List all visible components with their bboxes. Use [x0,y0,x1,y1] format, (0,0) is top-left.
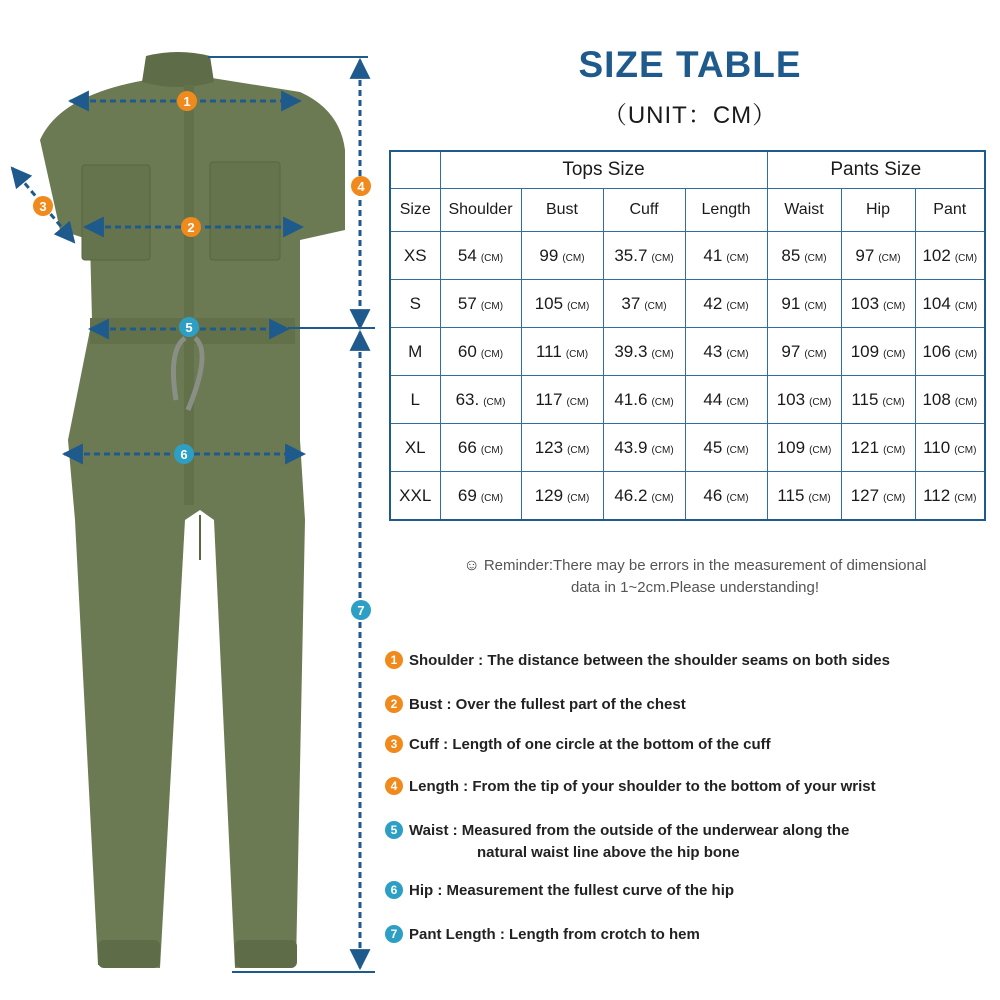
measurement-cell [915,424,985,472]
measurement-cell [440,232,521,280]
cell-value: 91 [781,293,801,313]
cell-value: 110 [923,437,951,457]
cell-value: 127 [850,485,880,505]
number-badge: 7 [385,925,403,943]
measurement-cell [841,472,915,521]
measurement-cell [603,328,685,376]
cell-value: 45 [703,437,723,457]
table-row [390,280,985,328]
unit-label: (CM) [651,492,674,504]
cell-value: S [409,293,421,313]
cell-value: L [410,389,420,409]
cell-value: 63. [455,389,480,409]
cell-value: M [408,341,423,361]
measurement-cell [767,280,841,328]
unit-label: (CM) [651,252,674,264]
cell-value: 54 [457,245,477,265]
unit-label: (CM) [804,348,827,360]
measurement-cell [603,424,685,472]
measurement-cell [841,280,915,328]
unit-label: (CM) [883,348,906,360]
measurement-cell [767,376,841,424]
unit-label: (CM) [726,300,749,312]
unit-label: (CM) [954,492,977,504]
cell-value: 41 [703,245,723,265]
measurement-cell [767,232,841,280]
page-subtitle: （UNIT：CM） [602,102,778,129]
unit-label: (CM) [480,444,504,456]
measurement-cell [915,472,985,521]
measurement-cell [603,232,685,280]
legend-text-continued: natural waist line above the hip bone [477,844,740,861]
unit-label: (CM) [883,444,906,456]
measurement-cell [915,232,985,280]
column-header-bust: Bust [521,189,603,232]
unit-label: (CM) [651,396,674,408]
column-header-shoulder: Shoulder [440,189,521,232]
svg-text:3: 3 [39,199,47,214]
legend-text: Hip : Measurement the fullest curve of the hip [409,882,735,899]
unit-label: (CM) [883,300,906,312]
cell-value: 43 [703,341,723,361]
legend-text: Length : From the tip of your shoulder to the bottom of your wrist [409,778,876,795]
measurement-cell [685,424,767,472]
measurement-cell [440,328,521,376]
measurement-cell [841,232,915,280]
unit-label: (CM) [954,396,978,408]
svg-text:7: 7 [357,603,365,618]
cell-value: 129 [534,485,564,505]
unit-label: (CM) [804,300,827,312]
number-badge: 6 [385,881,403,899]
unit-label: (CM) [883,492,906,504]
legend-text: Shoulder : The distance between the shoulder seams on both sides [409,652,890,669]
cell-value: 108 [922,389,951,409]
unit-label: (CM) [651,348,674,360]
size-label-cell [390,472,440,521]
column-header-size: Size [390,189,440,232]
unit-label: (CM) [809,396,832,408]
number-badge: 3 [385,735,403,753]
measurement-cell [603,280,685,328]
page-title: SIZE TABLE [578,44,802,85]
table-group-header-row [390,151,985,189]
table-header-row [390,189,985,232]
measurement-cell [841,424,915,472]
cell-value: 85 [781,245,801,265]
svg-text:2: 2 [187,220,195,235]
cell-value: 69 [457,485,477,505]
cell-value: 57 [457,293,477,313]
measurement-cell [603,376,685,424]
svg-text:4: 4 [357,179,365,194]
cell-value: XS [403,245,427,265]
cell-value: XL [404,437,426,457]
unit-label: (CM) [567,300,590,312]
legend-item-1 [385,650,890,672]
number-badge: 4 [385,777,403,795]
measurement-cell [841,376,915,424]
size-label-cell [390,376,440,424]
legend-item-2 [385,694,686,716]
cell-value: 115 [851,389,879,409]
unit-label: (CM) [954,444,977,456]
cell-value: 103 [850,293,880,313]
marker-2 [181,217,201,237]
marker-1 [177,91,197,111]
cell-value: 41.6 [614,389,648,409]
measurement-cell [767,424,841,472]
column-header-cuff: Cuff [603,189,685,232]
unit-label: (CM) [644,300,667,312]
marker-4 [351,176,371,196]
size-label-cell [390,232,440,280]
cell-value: 43.9 [614,437,648,457]
cell-value: 97 [855,245,875,265]
cell-value: 103 [776,389,806,409]
measurement-cell [603,472,685,521]
unit-label: (CM) [726,396,749,408]
measurement-cell [440,376,521,424]
cell-value: 42 [703,293,723,313]
measurement-cell [767,472,841,521]
measurement-cell [521,280,603,328]
unit-label: (CM) [809,444,832,456]
svg-text:1: 1 [183,94,191,109]
measurement-cell [521,472,603,521]
measurement-cell [685,472,767,521]
legend-text: Cuff : Length of one circle at the bottom of the cuff [409,736,771,753]
pants-size-header: Pants Size [767,151,985,189]
number-badge: 2 [385,695,403,713]
unit-label: (CM) [954,300,978,312]
unit-label: (CM) [566,396,589,408]
cell-value: 35.7 [614,245,648,265]
measurement-cell [685,328,767,376]
unit-label: (CM) [878,252,901,264]
marker-6 [174,444,194,464]
unit-label: (CM) [483,396,506,408]
table-row [390,232,985,280]
size-label-cell [390,328,440,376]
table-body [390,232,985,521]
cell-value: 109 [850,341,880,361]
unit-label: (CM) [480,252,504,264]
cell-value: 109 [776,437,806,457]
legend-item-6 [385,880,734,902]
reminder-note [400,555,990,599]
cell-value: 37 [621,293,641,313]
cell-value: 66 [457,437,477,457]
measurement-cell [440,472,521,521]
column-header-pant: Pant [915,189,985,232]
cell-value: 44 [703,389,723,409]
column-header-length: Length [685,189,767,232]
number-badge: 5 [385,821,403,839]
measurement-cell [685,280,767,328]
cell-value: 39.3 [614,341,648,361]
measurement-cell [915,376,985,424]
cell-value: 111 [535,341,562,361]
measurement-cell [521,424,603,472]
measurement-cell [440,280,521,328]
cell-value: 46 [703,485,723,505]
cell-value: 102 [922,245,951,265]
cell-value: 106 [922,341,951,361]
legend-text: Waist : Measured from the outside of the underwear along the [409,822,850,839]
unit-label: (CM) [480,492,504,504]
cell-value: 105 [534,293,564,313]
cell-value: 121 [850,437,880,457]
cell-value: 115 [777,485,805,505]
legend-text: Pant Length : Length from crotch to hem [409,926,700,943]
measurement-cell [915,280,985,328]
smiley-icon: ☺ [463,557,480,574]
measurement-cell [521,328,603,376]
table-corner-cell [390,151,440,189]
unit-label: (CM) [565,348,589,360]
svg-text:6: 6 [180,447,188,462]
cell-value: 112 [923,485,951,505]
legend-text: Bust : Over the fullest part of the chest [409,696,686,713]
measurement-cell [521,232,603,280]
table-row [390,328,985,376]
reminder-line-2: data in 1~2cm.Please understanding! [570,579,820,596]
measurement-cell [767,328,841,376]
cell-value: 60 [457,341,477,361]
unit-label: (CM) [726,252,749,264]
unit-label: (CM) [808,492,831,504]
measurement-cell [841,328,915,376]
tops-size-header: Tops Size [440,151,767,189]
measurement-cell [685,232,767,280]
legend-item-4 [385,776,876,798]
marker-3 [33,196,53,216]
table-row [390,424,985,472]
column-header-waist: Waist [767,189,841,232]
unit-label: (CM) [954,348,978,360]
cell-value: 99 [539,245,559,265]
legend-item-5 [385,820,849,864]
table-row [390,376,985,424]
cell-value: 46.2 [614,485,648,505]
measurement-cell [521,376,603,424]
unit-label: (CM) [954,252,978,264]
unit-label: (CM) [567,444,590,456]
size-label-cell [390,280,440,328]
reminder-line-1: Reminder:There may be errors in the measurement of dimensional [483,557,927,574]
unit-label: (CM) [804,252,827,264]
marker-7 [351,600,371,620]
column-header-hip: Hip [841,189,915,232]
svg-text:5: 5 [185,320,193,335]
unit-label: (CM) [480,348,504,360]
cell-value: 104 [922,293,951,313]
number-badge: 1 [385,651,403,669]
cell-value: XXL [399,485,432,505]
unit-label: (CM) [651,444,674,456]
cell-value: 117 [535,389,563,409]
cell-value: 97 [781,341,801,361]
table-row [390,472,985,521]
jumpsuit-shape [40,52,345,968]
unit-label: (CM) [726,444,749,456]
unit-label: (CM) [726,348,749,360]
size-label-cell [390,424,440,472]
legend-item-7 [385,924,700,946]
unit-label: (CM) [562,252,585,264]
cell-value: 123 [534,437,564,457]
unit-label: (CM) [882,396,905,408]
measurement-cell [915,328,985,376]
unit-label: (CM) [726,492,749,504]
jumpsuit-figure [0,0,380,1000]
size-table [389,150,986,521]
marker-5 [179,317,199,337]
legend-item-3 [385,734,771,756]
unit-label: (CM) [567,492,590,504]
unit-label: (CM) [480,300,504,312]
measurement-cell [440,424,521,472]
measurement-cell [685,376,767,424]
